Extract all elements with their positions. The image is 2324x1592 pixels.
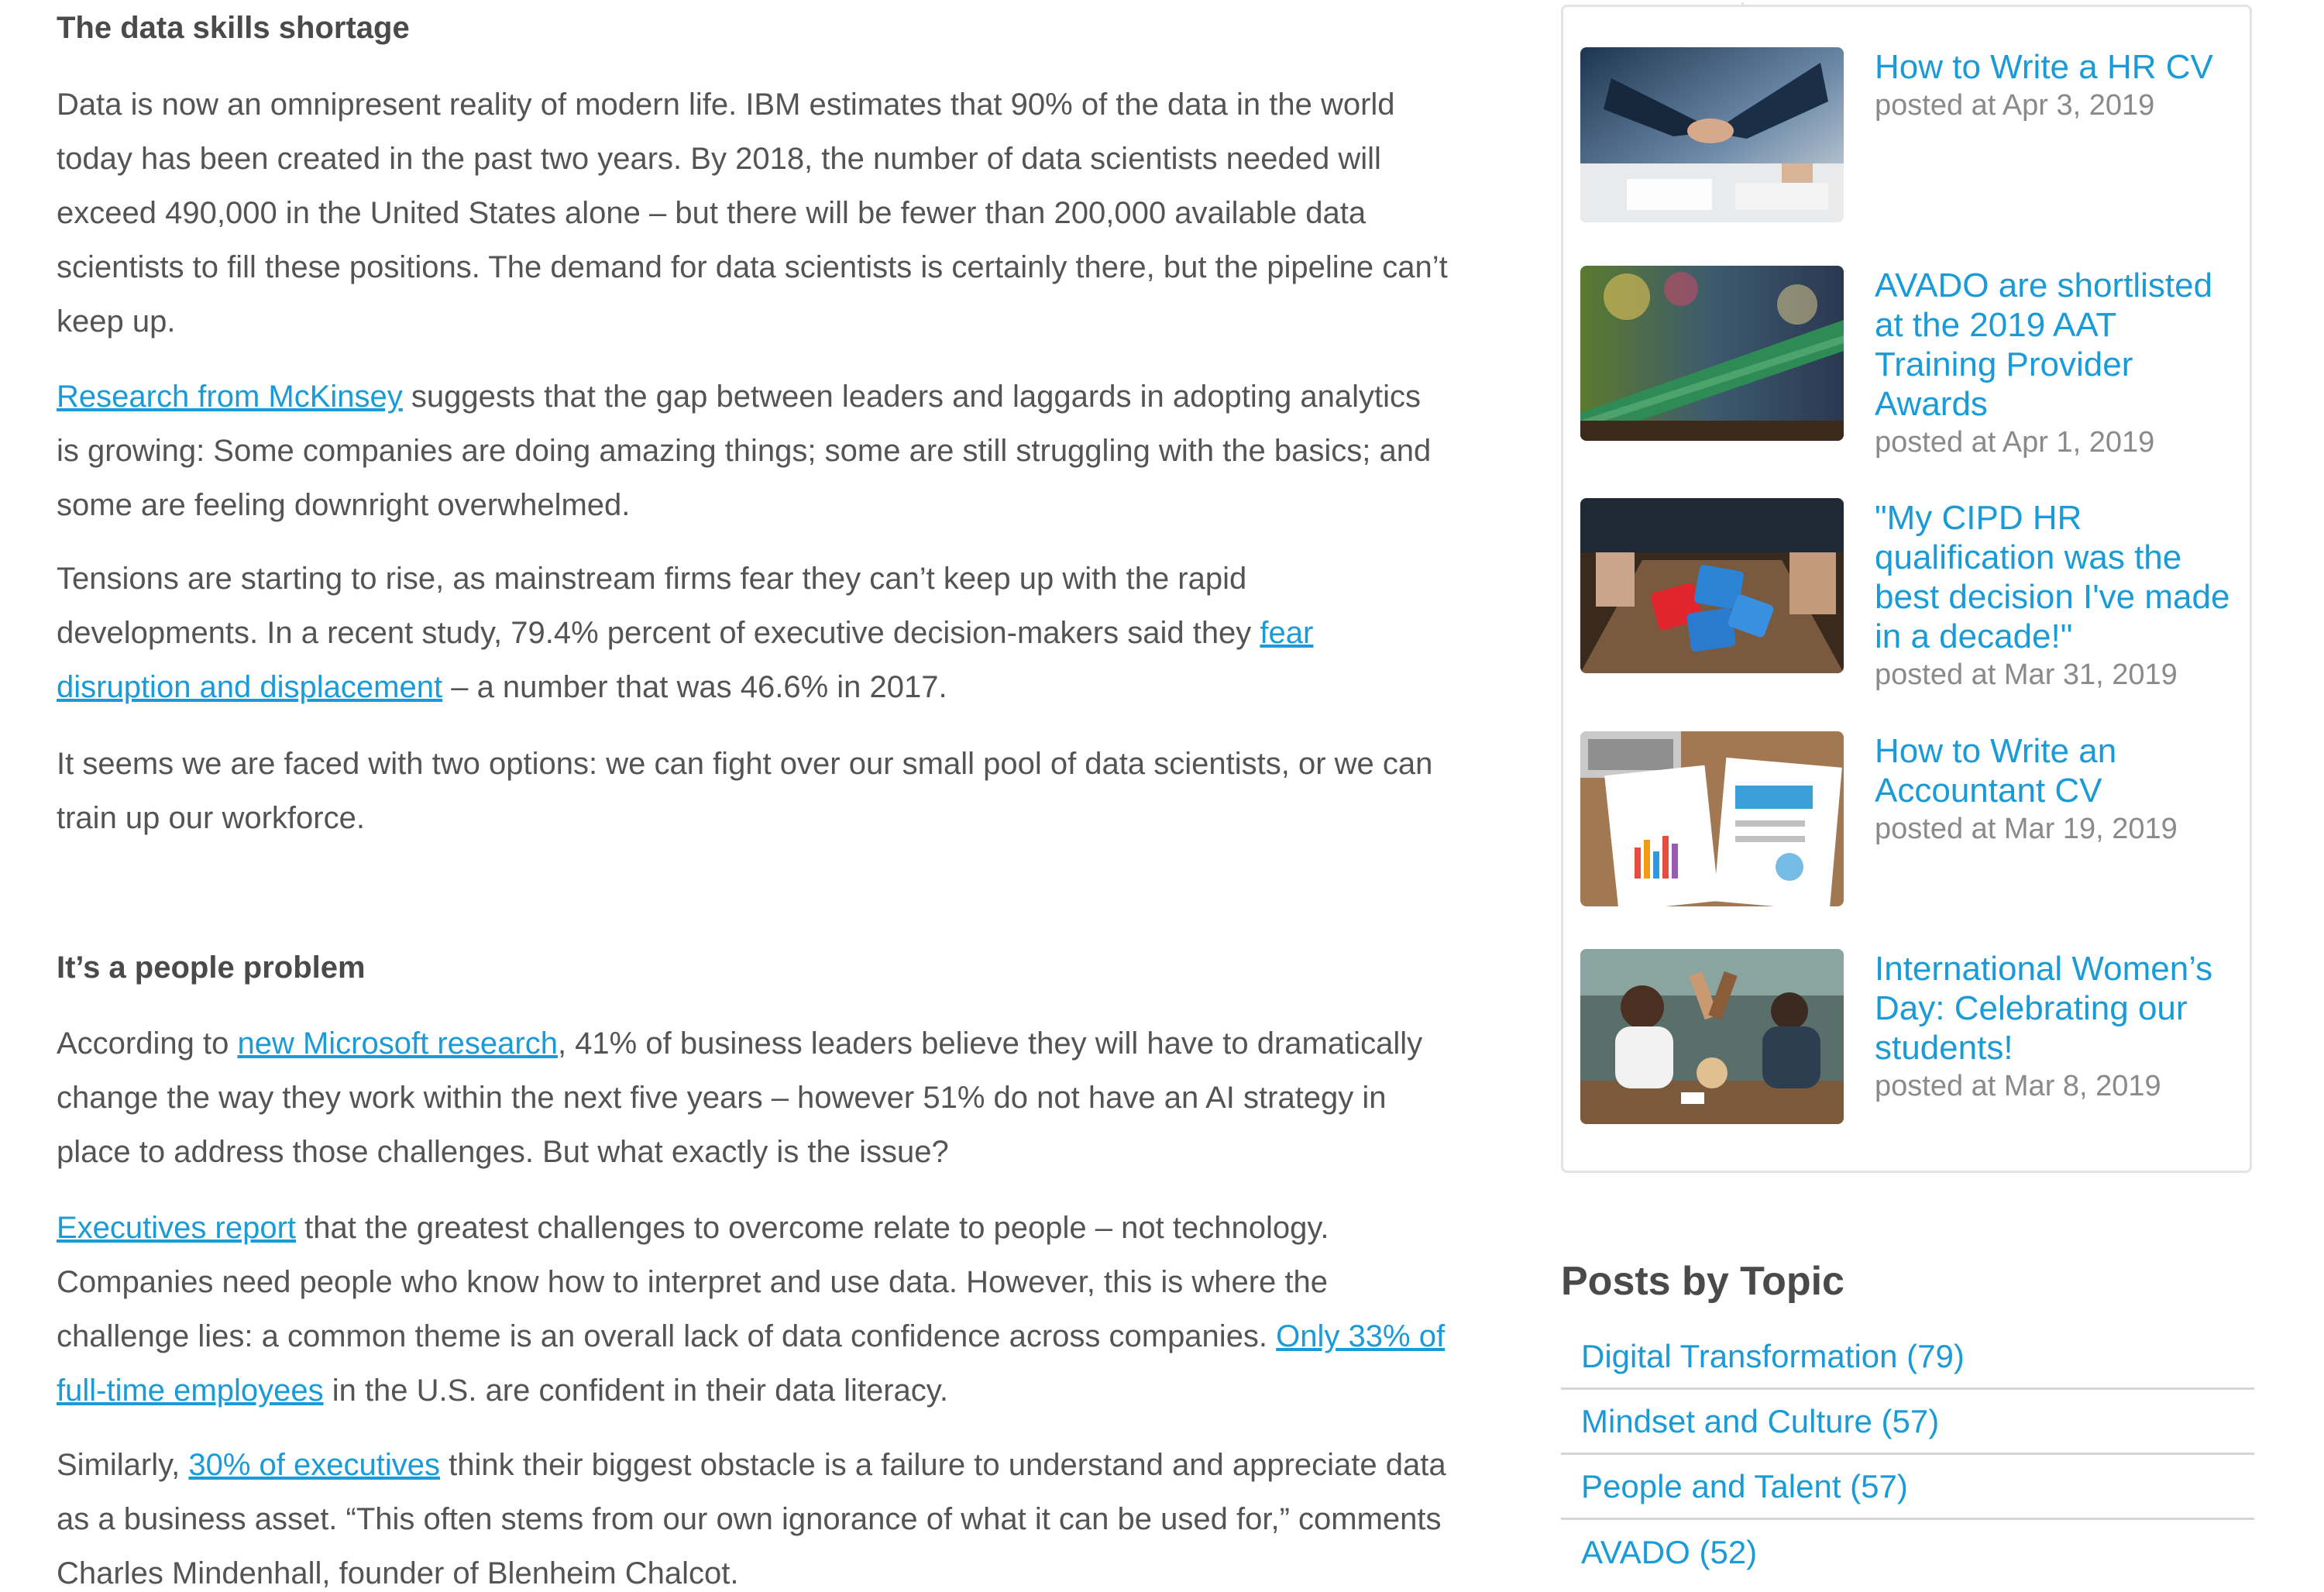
topic-item — [1561, 1390, 2254, 1455]
post-thumbnail[interactable] — [1580, 949, 1844, 1124]
posts-by-topic — [1561, 1255, 2254, 1585]
post-title-link[interactable]: How to Write an Accountant CV — [1875, 732, 2117, 810]
paragraph: It seems we are faced with two options: we can fight over our small pool of data scientists, or we can train up our workforce. — [57, 747, 1433, 835]
topic-link-mindset-and-culture[interactable]: Mindset and Culture (57) — [1581, 1402, 1940, 1439]
paragraph: According to new Microsoft research, 41% of business leaders believe they will have to dramatically change the way they work within the next five years – however 51% do not have an AI strategy in place to address those challenges. But what exactly is the issue? — [57, 1026, 1423, 1169]
post-date: posted at Apr 1, 2019 — [1875, 426, 2155, 459]
topic-item — [1561, 1520, 2254, 1585]
paragraph: Research from McKinsey suggests that the gap between leaders and laggards in adopting analytics is growing: Some companies are doing amazing things; some are still struggling with the basics; and some are feeling downright overwhelmed. — [57, 380, 1432, 522]
executives-report-link[interactable]: Executives report — [57, 1211, 297, 1245]
executives-30-percent-link[interactable]: 30% of executives — [188, 1448, 441, 1482]
post-thumbnail[interactable] — [1580, 498, 1844, 673]
microsoft-research-link[interactable]: new Microsoft research — [237, 1026, 558, 1061]
post-thumbnail[interactable] — [1580, 47, 1844, 222]
post-thumbnail[interactable] — [1580, 731, 1844, 906]
puzzle-image — [1580, 498, 1844, 673]
paragraph: Data is now an omnipresent reality of modern life. IBM estimates that 90% of the data in the world today has been created in the past two years. By 2018, the number of data scientists needed will exceed 490,000 in the United States alone – but there will be fewer than 200,000 available data scientists to fill these positions. The demand for data scientists is certainly there, but the pipeline can’t keep up. — [57, 88, 1448, 339]
section-heading-data-skills: The data skills shortage — [57, 11, 410, 45]
paragraph: Similarly, 30% of executives think their biggest obstacle is a failure to understand and appreciate data as a business asset. “This often stems from our own ignorance of what it can be used for,” comments Charles Mindenhall, founder of Blenheim Chalcot. — [57, 1448, 1446, 1590]
topic-link-people-and-talent[interactable]: People and Talent (57) — [1581, 1467, 1908, 1504]
topic-list — [1561, 1325, 2254, 1585]
paragraph: Executives report that the greatest challenges to overcome relate to people – not technology. Companies need people who know how to interpret and use data. However, this is where the challenge lies: a common theme is an overall lack of data confidence across companies. Only 33% of full-time employees in the U.S. are confident in their data literacy. — [57, 1211, 1446, 1408]
section-heading-people-problem: It’s a people problem — [57, 951, 366, 985]
post-date: posted at Apr 3, 2019 — [1875, 89, 2155, 122]
post-title-link[interactable]: International Women’s Day: Celebrating our students! — [1875, 950, 2213, 1067]
post-title-link[interactable]: How to Write a HR CV — [1875, 48, 2213, 86]
topic-link-avado[interactable]: AVADO (52) — [1581, 1534, 1758, 1570]
high-five-image — [1580, 949, 1844, 1124]
post-title-link[interactable]: AVADO are shortlisted at the 2019 AAT Training Provider Awards — [1875, 266, 2213, 423]
mckinsey-research-link[interactable]: Research from McKinsey — [57, 380, 403, 414]
employees-data-literacy-link[interactable]: Only 33% of full-time employees — [57, 1319, 1446, 1408]
fear-disruption-link[interactable]: fear disruption and displacement — [57, 616, 1314, 704]
post-title-link[interactable]: "My CIPD HR qualification was the best decision I've made in a decade!" — [1875, 499, 2230, 655]
handshake-image — [1580, 47, 1844, 222]
topics-heading: Posts by Topic — [1561, 1259, 1844, 1304]
recent-posts-card — [1561, 5, 2252, 1173]
topic-link-digital-transformation[interactable]: Digital Transformation (79) — [1581, 1337, 1965, 1374]
post-date: posted at Mar 31, 2019 — [1875, 658, 2178, 691]
post-thumbnail[interactable] — [1580, 266, 1844, 441]
paragraph: Tensions are starting to rise, as mainstream firms fear they can’t keep up with the rapid developments. In a recent study, 79.4% percent of executive decision-makers said they fear disruption and displacement – a number that was 46.6% in 2017. — [57, 562, 1314, 704]
topic-item — [1561, 1325, 2254, 1390]
aat-awards-image — [1580, 266, 1844, 441]
post-date: posted at Mar 8, 2019 — [1875, 1070, 2161, 1102]
charts-on-desk-image — [1580, 731, 1844, 906]
post-date: posted at Mar 19, 2019 — [1875, 813, 2178, 845]
topic-item — [1561, 1455, 2254, 1520]
